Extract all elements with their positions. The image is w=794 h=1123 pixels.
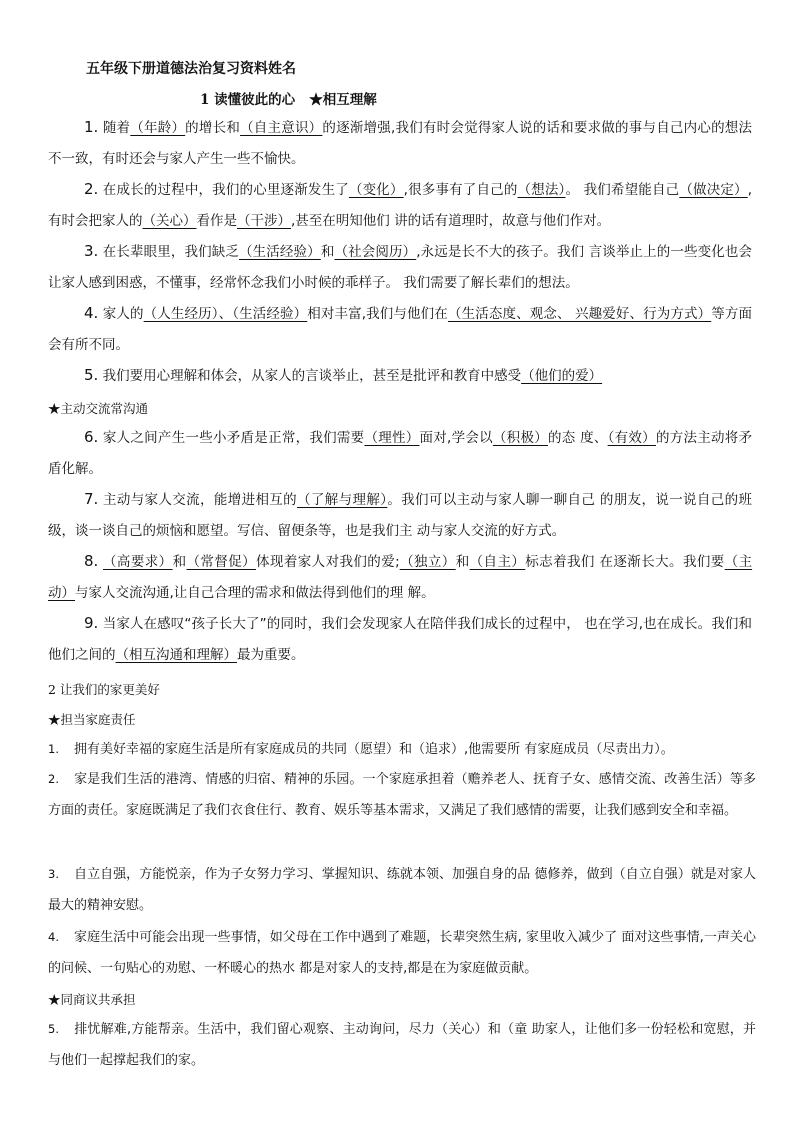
answer-blank: （高要求） bbox=[103, 554, 173, 570]
item-number: 5. bbox=[84, 366, 99, 384]
paragraph-6: 6. 家人之间产生一些小矛盾是正常，我们需要（理性）面对,学会以（积极）的态 度、（有效）的方法主动将矛盾化解。 bbox=[48, 428, 753, 477]
lesson-1-title: 1 读懂彼此的心 bbox=[200, 92, 296, 108]
answer-blank: （生活态度、观念、 兴趣爱好、行为方式） bbox=[447, 306, 712, 322]
section-communication-heading: ★主动交流常沟通 bbox=[48, 401, 149, 416]
section-discuss-together-heading: ★同商议共承担 bbox=[48, 992, 136, 1007]
answer-blank: （主动） bbox=[48, 554, 753, 601]
answer-blank: （做决定） bbox=[679, 182, 748, 198]
answer-blank: （年龄） bbox=[130, 120, 186, 136]
answer-blank: （积极） bbox=[492, 430, 548, 446]
answer-blank: （自主意识） bbox=[240, 120, 323, 136]
answer-blank: （了解与理解） bbox=[297, 492, 388, 508]
item-number: 1. bbox=[48, 742, 59, 756]
item-number: 5. bbox=[48, 1022, 59, 1036]
section-mutual-understanding: ★相互理解 bbox=[309, 92, 377, 108]
paragraph-9: 9. 当家人在感叹“孩子长大了”的同时，我们会发现家人在陪伴我们成长的过程中， 也在学习,也在成长。我们和他们之间的（相互沟通和理解）最为重要。 bbox=[48, 614, 752, 663]
answer-blank: （社会阅历） bbox=[334, 244, 417, 260]
item-number: 9. bbox=[84, 614, 99, 632]
item-number: 3. bbox=[84, 242, 99, 260]
paragraph-7: 7. 主动与家人交流，能增进相互的（了解与理解）。我们可以主动与家人聊一聊自己 的朋友，说一说自己的班级，谈一谈自己的烦恼和愿望。写信、留便条等，也是我们主 动与家人交流的好方式。 bbox=[48, 490, 752, 539]
answer-blank: （有效） bbox=[607, 430, 656, 446]
answer-blank: （自主） bbox=[469, 554, 526, 570]
item-number: 3. bbox=[48, 867, 59, 881]
answer-blank: （想法） bbox=[517, 182, 566, 198]
answer-blank: （关心） bbox=[142, 213, 197, 229]
document-title: 五年级下册道德法治复习资料姓名 bbox=[86, 61, 296, 77]
paragraph-8: 8. （高要求）和（常督促）体现着家人对我们的爱;（独立）和（自主）标志着我们 在逐渐长大。我们要（主动）与家人交流沟通,让自己合理的需求和做法得到他们的理 解。 bbox=[48, 552, 753, 601]
list-item-3: 3. 自立自强，方能悦亲，作为子女努力学习、掌握知识、练就本领、加强自身的品 德修养，做到（自立自强）就是对家人最大的精神安慰。 bbox=[48, 859, 756, 921]
paragraph-1: 1. 随着（年龄）的增长和（自主意识）的逐渐增强,我们有时会觉得家人说的话和要求做的事与自己内心的想法不一致，有时还会与家人产生一些不愉快。 bbox=[48, 118, 753, 167]
item-number: 4. bbox=[84, 304, 99, 322]
answer-blank: （独立） bbox=[399, 554, 456, 570]
lesson-1-heading bbox=[200, 88, 377, 108]
list-item-4: 4. 家庭生活中可能会出现一些事情，如父母在工作中遇到了难题，长辈突然生病, 家里收入减少了 面对这些事情,一声关心的问候、一句贴心的劝慰、一杯暖心的热水 都是对家人的支持,都是在为家庭做贡献。 bbox=[48, 922, 756, 984]
section-family-responsibility-heading: ★担当家庭责任 bbox=[48, 712, 136, 727]
answer-blank: （相互沟通和理解） bbox=[115, 647, 237, 663]
paragraph-5: 5. 我们要用心理解和体会，从家人的言谈举止，甚至是批评和教育中感受（他们的爱） bbox=[84, 366, 603, 384]
answer-blank: （变化） bbox=[348, 182, 404, 198]
item-number: 2. bbox=[84, 180, 99, 198]
item-number: 6. bbox=[84, 428, 99, 446]
list-item-2: 2. 家是我们生活的港湾、情感的归宿、精神的乐园。一个家庭承担着（赡养老人、抚育子女、感情交流、改善生活）等多方面的责任。家庭既满足了我们衣食住行、教育、娱乐等基本需求，又满足了我们感情的需要，让我们感到安全和幸福。 bbox=[48, 764, 756, 826]
item-number: 2. bbox=[48, 772, 59, 786]
item-number: 4. bbox=[48, 930, 59, 944]
list-item-5: 5. 排忧解难,方能帮亲。生活中，我们留心观察、主动询问，尽力（关心）和（童 助家人，让他们多一份轻松和宽慰，并与他们一起撑起我们的家。 bbox=[48, 1014, 756, 1076]
lesson-2-heading: 2 让我们的家更美好 bbox=[48, 682, 160, 697]
item-number: 8. bbox=[84, 552, 99, 570]
answer-blank: （人生经历）、（生活经验） bbox=[143, 306, 308, 322]
item-number: 7. bbox=[84, 490, 99, 508]
answer-blank: （生活经验） bbox=[239, 244, 321, 260]
answer-blank: （理性） bbox=[364, 430, 420, 446]
item-number: 1. bbox=[84, 118, 99, 136]
answer-blank: （他们的爱） bbox=[521, 368, 603, 384]
paragraph-2: 2. 在成长的过程中，我们的心里逐渐发生了（变化）,很多事有了自己的（想法）。 我们希望能自己（做决定）,有时会把家人的（关心）看作是（干涉）,甚至在明知他们 讲的话有道理时，故意与他们作对。 bbox=[48, 180, 753, 229]
paragraph-3: 3. 在长辈眼里，我们缺乏（生活经验）和（社会阅历）,永远是长不大的孩子。我们 言谈举止上的一些变化也会让家人感到困惑，不懂事，经常怀念我们小时候的乖样子。 我们需要了解长辈们的想法。 bbox=[48, 242, 753, 291]
paragraph-4: 4. 家人的（人生经历）、（生活经验）相对丰富,我们与他们在（生活态度、观念、 兴趣爱好、行为方式）等方面会有所不同。 bbox=[48, 304, 753, 353]
list-item-1: 1. 拥有美好幸福的家庭生活是所有家庭成员的共同（愿望）和（追求）,他需要所 有家庭成员（尽责出力）。 bbox=[48, 734, 756, 765]
answer-blank: （干涉） bbox=[237, 213, 291, 229]
answer-blank: （常督促） bbox=[186, 554, 257, 570]
